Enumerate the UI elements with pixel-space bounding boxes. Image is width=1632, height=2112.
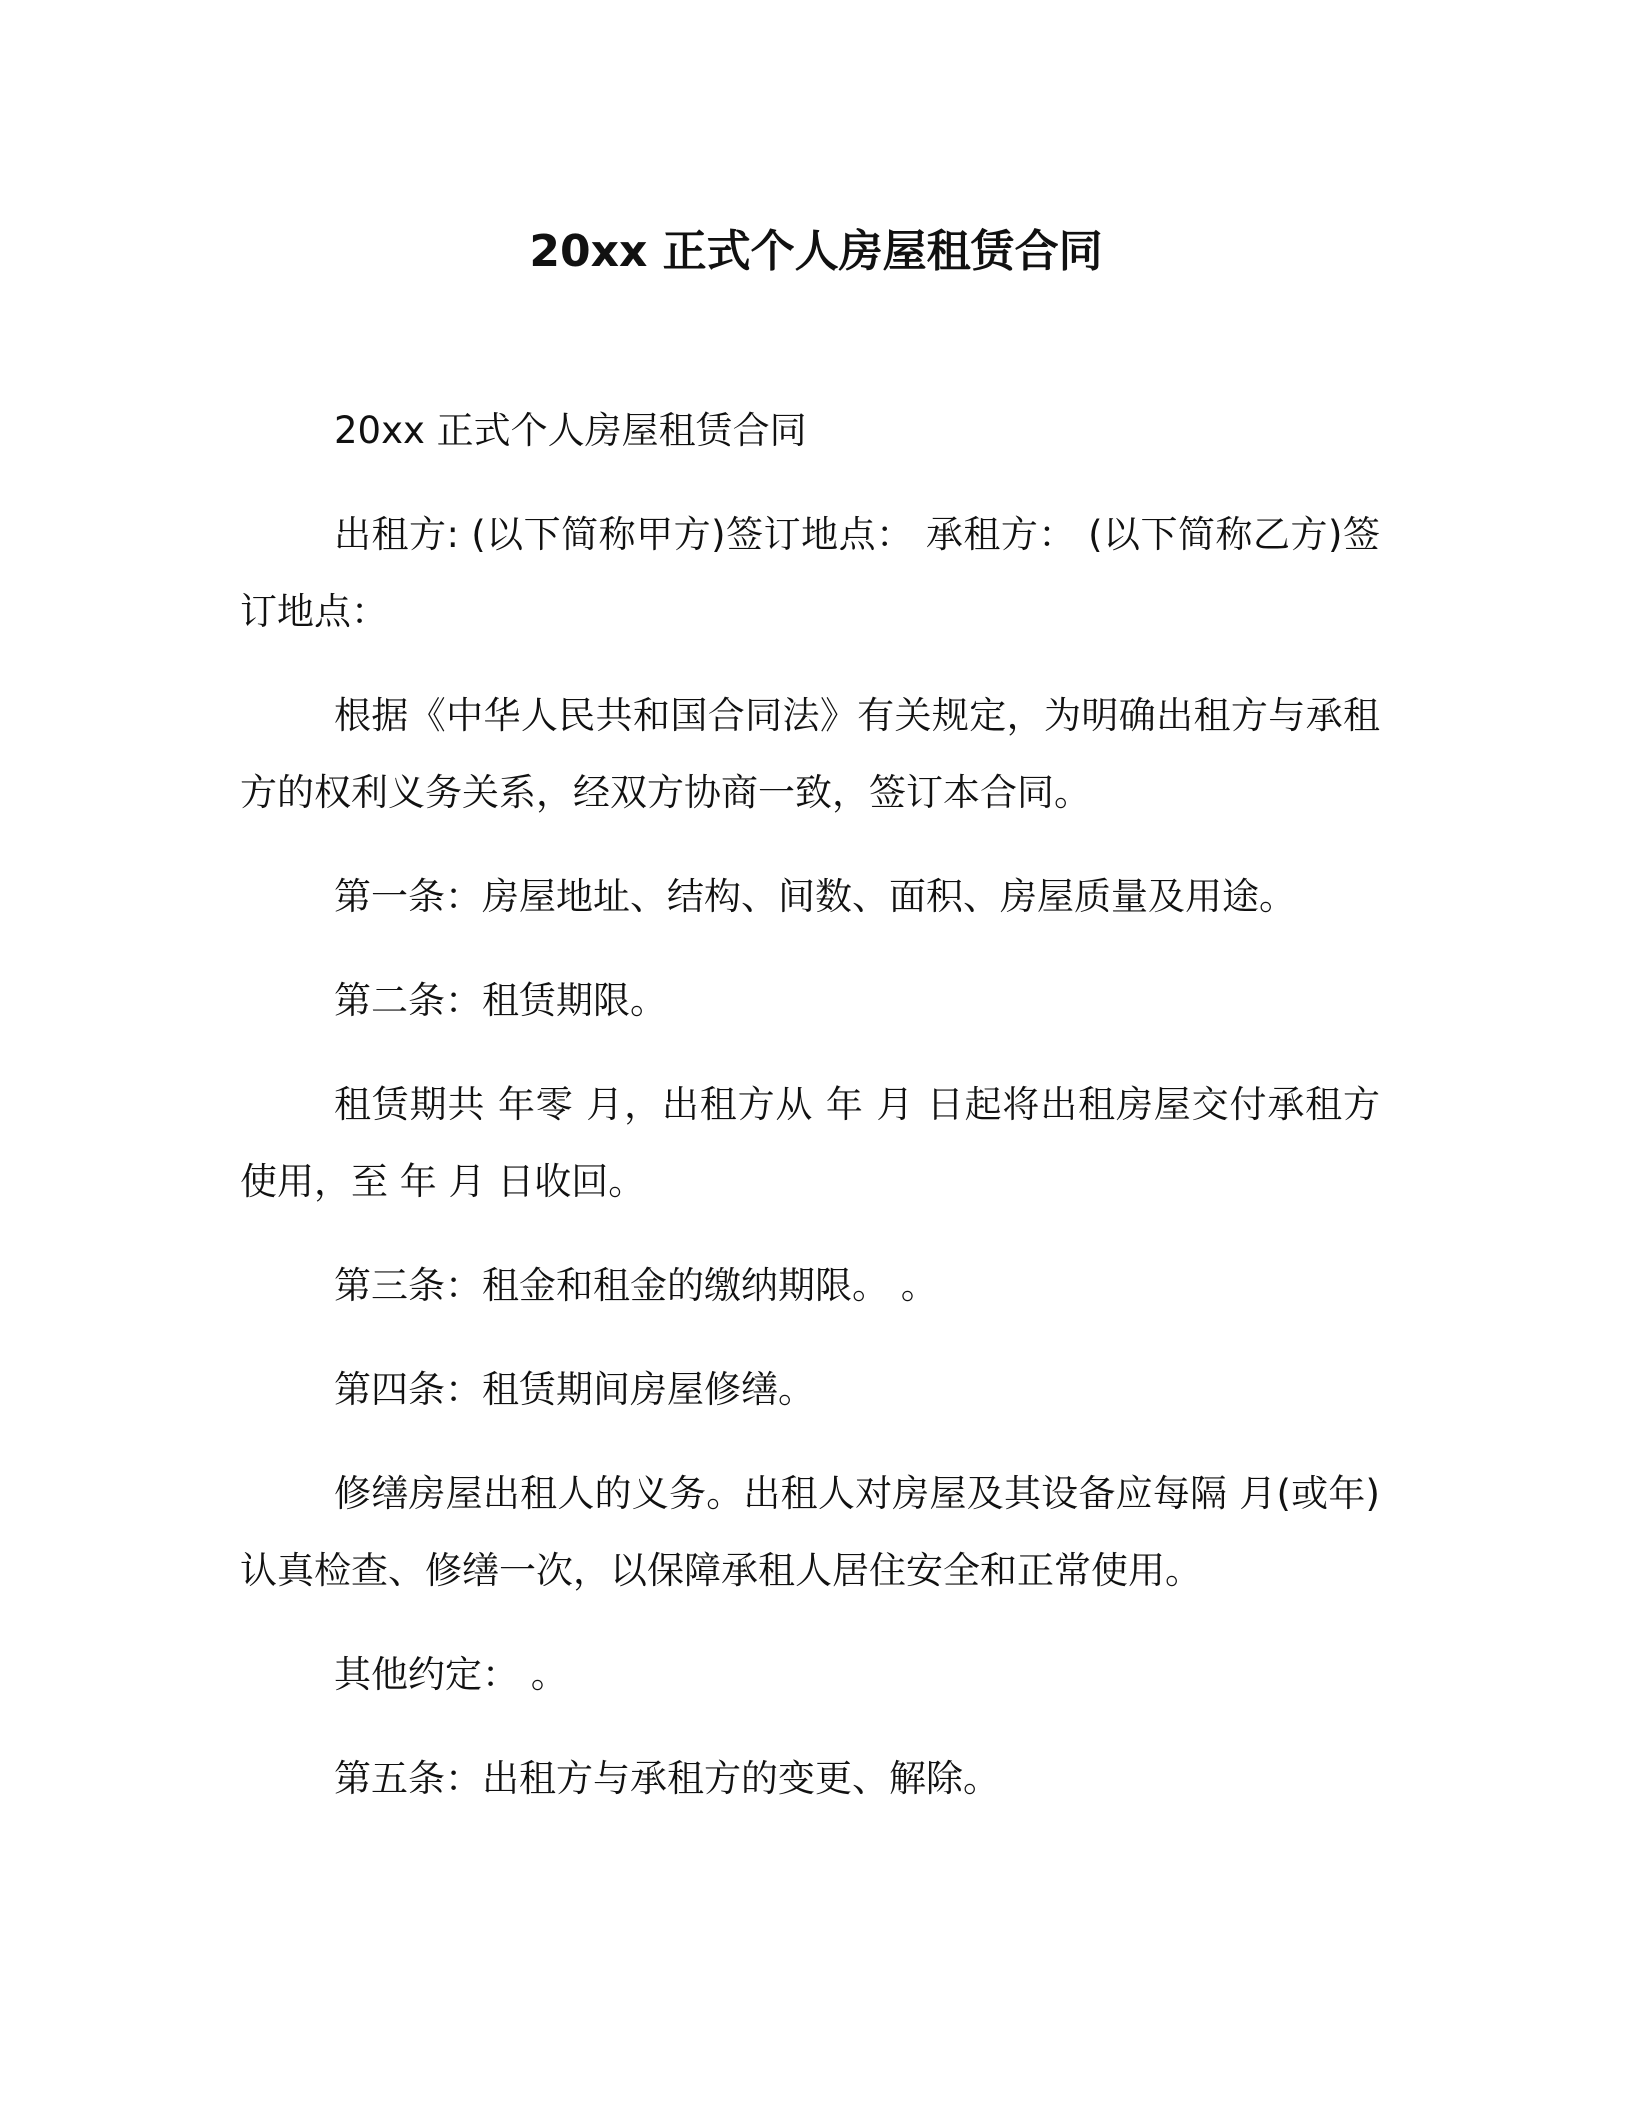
paragraph-article-5: 第五条：出租方与承租方的变更、解除。 [334,1757,1000,1800]
paragraph-repairs: 修缮房屋出租人的义务。出租人对房屋及其设备应每隔 月(或年)认真检查、修缮一次，以保障承租人居住安全和正常使用。 [240,1472,1380,1592]
paragraph-other-terms: 其他约定： 。 [334,1653,568,1696]
paragraph-article-3: 第三条：租金和租金的缴纳期限。 。 [334,1264,938,1307]
document-title: 20xx 正式个人房屋租赁合同 [529,226,1103,277]
paragraph-preamble: 根据《中华人民共和国合同法》有关规定，为明确出租方与承租方的权利义务关系，经双方协商一致，签订本合同。 [240,694,1380,814]
paragraph-parties: 出租方: (以下简称甲方)签订地点： 承租方： (以下简称乙方)签订地点： [240,513,1380,633]
paragraph-lease-term: 租赁期共 年零 月，出租方从 年 月 日起将出租房屋交付承租方使用，至 年 月 日收回。 [240,1083,1380,1203]
paragraph-article-4: 第四条：租赁期间房屋修缮。 [334,1368,815,1411]
paragraph-heading: 20xx 正式个人房屋租赁合同 [334,409,807,452]
paragraph-article-2: 第二条：租赁期限。 [334,979,667,1022]
paragraph-article-1: 第一条：房屋地址、结构、间数、面积、房屋质量及用途。 [334,875,1296,918]
document-body [240,392,1380,1844]
